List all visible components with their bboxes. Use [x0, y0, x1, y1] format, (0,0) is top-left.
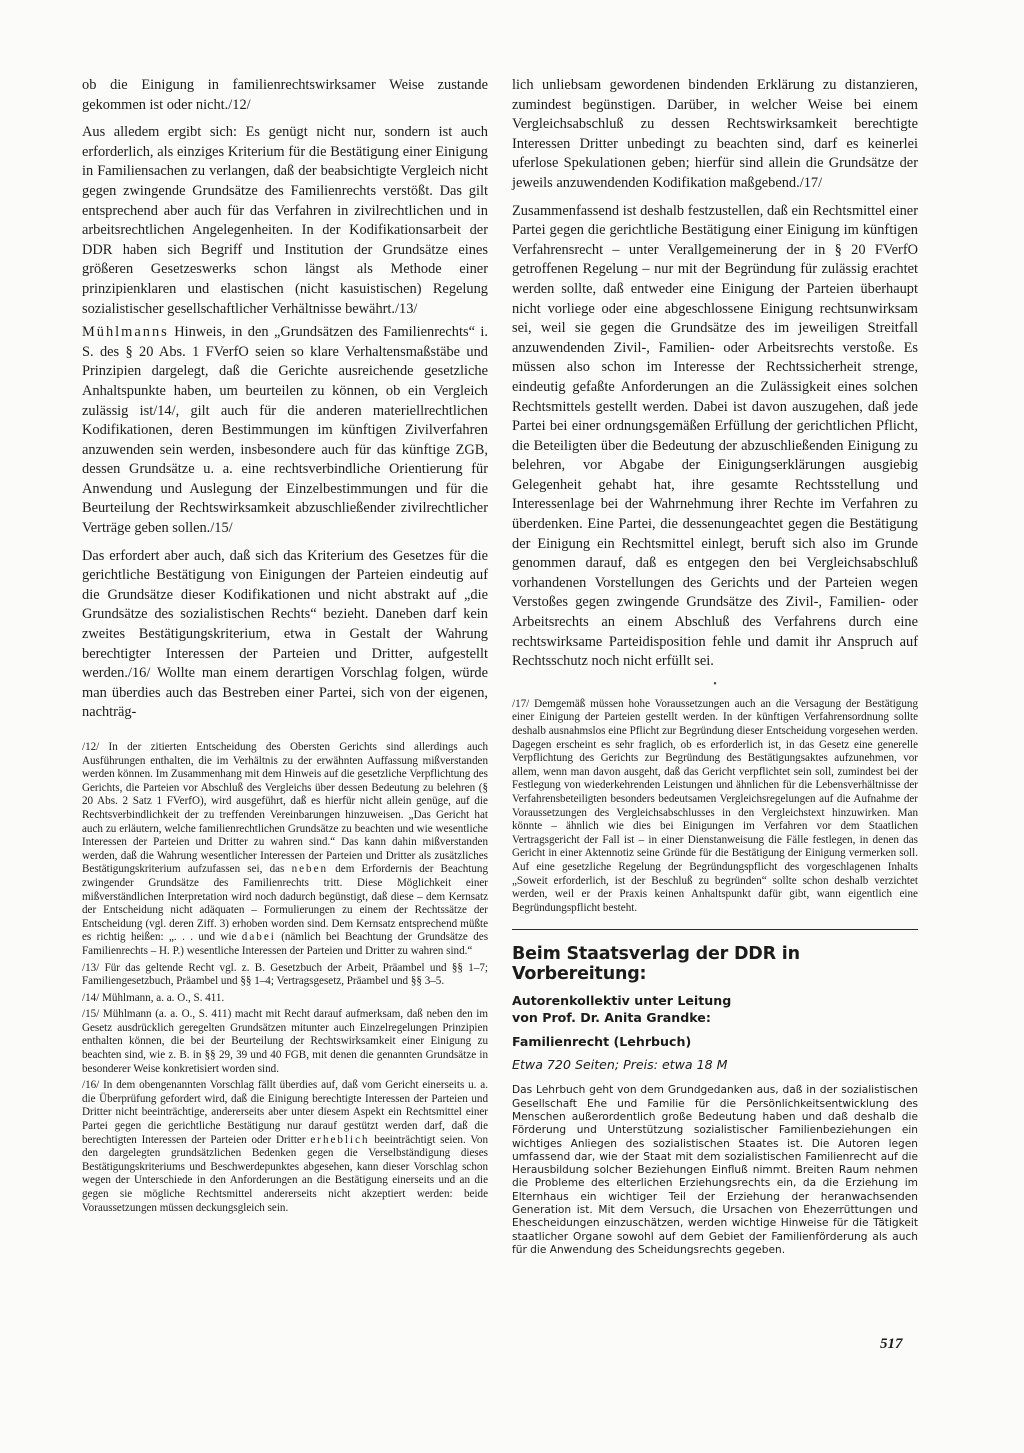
paragraph-text: Hinweis, in den „Grundsätzen des Familienrechts“ i. S. des § 20 Abs. 1 FVerfO seien so klare Verhaltensmaßstäbe und Prinzipien dargelegt, daß die Gerichte ausreichende gesetzliche Anhaltspunkte haben, um beurteilen zu können, ob ein Vergleich zulässig ist/14/, gilt auch für die anderen materiellrechtlichen Kodifikationen, deren Bestimmungen im künftigen Zivilverfahren anzuwenden sein werden, insbesondere auch für das künftige ZGB, dessen Grundsätze u. a. eine rechtsverbindliche Orientierung für Anwendung und Auslegung der Einzelbestimmungen und für die Beurteilung der Rechtswirksamkeit abzuschließender zivilrechtlicher Verträge geben sollen./15/	[82, 324, 488, 537]
page-number: 517	[880, 1336, 903, 1352]
footnote-text: dem Erfordernis der Beachtung zwingender Grundsätze des Familienrechts tritt. Diese Möglichkeit einer mißverständlichen Interpretation wird noch dadurch begünstigt, daß diese – dem Kernsatz der Entscheidung nicht adäquaten – Formulierungen zu einem der Rechtssätze der Entscheidung (vgl. deren Ziff. 3) erhoben worden sind. Dem Kernsatz entsprechend müßte es richtig heißen: „. . . und wie	[82, 863, 489, 944]
paragraph	[82, 323, 488, 539]
paragraph: Zusammenfassend ist deshalb festzustellen, daß ein Rechtsmittel einer Partei gegen die gerichtliche Bestätigung einer Einigung im künftigen Verfahrensrecht – unter Verallgemeinerung der in § 20 FVerfO getroffenen Regelung – nur mit der Begründung für zulässig erachtet werden sollte, daß entweder eine Einigung der Parteien überhaupt nicht vorliege oder eine abgeschlossene Einigung rechtsunwirksam sei, weil sie gegen die Grundsätze des im jeweiligen Streitfall anzuwendenden Zivil-, Familien- oder Arbeitsrechts verstoße. Es müssen also schon im Interesse der Rechtssicherheit strenge, eindeutig gefaßte Anforderungen an die Zulässigkeit eines solchen Rechtsmittels gestellt werden. Dabei ist davon auszugehen, daß jede Partei bei einer ordnungsgemäßen Erfüllung der gerichtlichen Pflicht, die Beteiligten über die Bedeutung der abzuschließenden Einigung zu belehren, vor Abgabe der Einigungserklärungen ausgiebig Gelegenheit gehabt hat, ihre gesamte Rechtsstellung und Interessenlage bei der Wahrnehmung ihrer Rechte im Verfahren zu überdenken. Eine Partei, die dessenungeachtet gegen die Bestätigung der Einigung ein Rechtsmittel einlegt, beruft sich also im Grunde genommen darauf, daß es entgegen den bei Vergleichsabschluß vorhandenen Vorstellungen des Gerichts und der Parteien wegen Verstoßes gegen zwingende Grundsätze des Zivil-, Familien- oder Arbeitsrechts an einem Abschluß des Verfahrens durch eine rechtswirksame Parteidisposition fehle und damit ihr Anspruch auf Rechtsschutz noch nicht erfüllt sei.	[512, 202, 918, 670]
paragraph: lich unliebsam gewordenen bindenden Erklärung zu distanzieren, zumindest begünstigen. Darüber, in welcher Weise bei einem Vergleichsabschluß zu dessen Rechtswirksamkeit berechtigte Interessen Dritter unbedingt zu beachten sind, darf es keinerlei uferlose Spekulationen geben; hierfür sind allein die Grundsätze der jeweils anzuwendenden Kodifikation maßgebend./17/	[512, 77, 918, 191]
left-footnotes	[82, 741, 488, 1215]
footnote-16	[82, 1079, 488, 1215]
ad-book-meta: Etwa 720 Seiten; Preis: etwa 18 M	[512, 1057, 728, 1073]
spaced-word: dabei	[241, 931, 276, 944]
spaced-word: neben	[291, 863, 329, 876]
ad-authors-line: Autorenkollektiv unter Leitung	[512, 993, 732, 1009]
footnote-14: /14/ Mühlmann, a. a. O., S. 411.	[82, 991, 225, 1004]
ink-mark: •	[713, 678, 717, 690]
left-body-text	[82, 76, 488, 723]
ad-description: Das Lehrbuch geht von dem Grundgedanken aus, daß in der sozialistischen Gesellschaft Ehe und Familie für die Persönlichkeitsentwicklung des Menschen außerordentlich große Bedeutung haben und daß deshalb die Förderung und Unterstützung sozialistischer Familienbeziehungen ein wichtiges Anliegen des sozialistischen Staates ist. Die Autoren legen umfassend dar, wie der Staat mit dem sozialistischen Familienrecht auf die Herausbildung solcher Beziehungen Einfluß nimmt. Breiten Raum nehmen die Probleme des elterlichen Erziehungsrechts ein, da die Erziehung im Elternhaus ein wichtiger Teil der Erziehung der heranwachsenden Generation ist. Mit dem Versuch, die Ursachen von Ehezerrüttungen und Ehescheidungen einzuschätzen, werden wichtige Hinweise für die Tätigkeit staatlicher Organe sowohl auf dem Gebiet der Familienförderung als auch für die Anwendung des Scheidungsrechts gegeben.	[512, 1084, 918, 1256]
spaced-name: Mühlmanns	[82, 324, 169, 341]
publisher-advertisement	[512, 944, 918, 1257]
ad-authors-line: von Prof. Dr. Anita Grandke:	[512, 1010, 711, 1026]
section-divider	[512, 929, 918, 930]
paragraph: ob die Einigung in familienrechtswirksamer Weise zustande gekommen ist oder nicht./12/	[82, 77, 488, 113]
right-column	[512, 76, 918, 1257]
footnote-text: /16/ In dem obengenannten Vorschlag fällt überdies auf, daß vom Gericht einerseits u. a. die Überprüfung gefordert wird, daß die Einigung berechtigte Interessen der Parteien und Dritter nicht beeinträchtige, andererseits aber unter diesem Aspekt ein Rechtsmittel einer Partei gegen die gerichtliche Bestätigung nur darauf gestützt werden darf, daß die berechtigten Interessen der Parteien oder Dritter	[82, 1079, 488, 1146]
footnote-15: /15/ Mühlmann (a. a. O., S. 411) macht mit Recht darauf aufmerksam, daß neben den im Gesetz ausdrücklich geregelten Grundsätzen mitunter auch Einzelregelungen Prinzipien enthalten können, die bei der Beurteilung der Rechtswirksamkeit einer Einigung zu beachten sind, wie z. B. in §§ 29, 39 und 40 FGB, mit denen die genannten Grundsätze in besonderer Weise konkretisiert worden sind.	[82, 1008, 488, 1075]
left-column	[82, 76, 488, 1218]
ad-authors	[512, 992, 918, 1026]
spaced-word: erheblich	[310, 1133, 370, 1146]
footnote-text: (nämlich bei Beachtung der Grundsätze des Familienrechts – H. P.) wesentliche Interessen der Parteien und Dritter zu wahren sind.“	[82, 931, 489, 957]
footnote-17: /17/ Demgemäß müssen hohe Voraussetzungen auch an die Versagung der Bestätigung einer Einigung der Parteien gestellt werden. In der künftigen Verfahrensordnung sollte deshalb ausnahmslos eine Pflicht zur Begründung dieser Entscheidung vorgesehen werden. Dagegen erscheint es sehr fraglich, ob es erforderlich ist, in das Gesetz eine generelle Verpflichtung des Gerichts zur Begründung des Bestätigungsaktes aufzunehmen, vor allem, wenn man davon ausgeht, daß das Gericht verpflichtet sein soll, zumindest bei der Festlegung von wiederkehrenden Leistungen und ähnlichen für die Lebensverhältnisse der Verfahrensbeteiligten besonders bedeutsamen Vergleichsregelungen auf die Aufnahme der Voraussetzungen des Vergleichsabschlusses in den Vergleichstext hinzuwirken. Man könnte – ähnlich wie dies bei Einigungen im Verfahren vor dem Staatlichen Vertragsgericht der Fall ist – in einer Dienstanweisung die Fälle festlegen, in denen das Gericht in einer Aktennotiz seine Gründe für die Bestätigung der Einigung vermerken soll. Auf eine gesetzliche Regelung der Begründungspflicht des vorgeschlagenen Inhalts „Soweit erforderlich, ist der Beschluß zu begründen“ sollte schon deshalb verzichtet werden, weil er der Praxis keinen Anhaltspunkt dafür gibt, wann eigentlich eine Begründungspflicht besteht.	[512, 697, 918, 914]
paragraph: Aus alledem ergibt sich: Es genügt nicht nur, sondern ist auch erforderlich, als einziges Kriterium für die Bestätigung einer Einigung in Familiensachen zu verlangen, daß der beabsichtigte Vergleich nicht gegen zwingende Grundsätze des Familienrechts verstößt. Das gilt entsprechend aber auch für das Verfahren in zivilrechtlichen und in arbeitsrechtlichen Angelegenheiten. In der Kodifikationsarbeit der DDR haben sich Begriff und Institution der Grundsätze eines größeren Gesetzeswerks schon längst als Methode einer prinzipienklaren und elastischen (nicht kasuistischen) Regelung sozialistischer gesellschaftlicher Verhältnisse bewährt./13/	[82, 124, 488, 317]
right-body-text	[512, 76, 918, 672]
ad-heading: Beim Staatsverlag der DDR in Vorbereitung:	[512, 944, 800, 985]
ad-book-title: Familienrecht (Lehrbuch)	[512, 1034, 692, 1050]
footnote-12	[82, 741, 488, 959]
footnote-text: /12/ In der zitierten Entscheidung des Obersten Gerichts sind allerdings auch Ausführungen enthalten, die im Verhältnis zu der erwähnten Auffassung mißverstanden werden können. Im Zusammenhang mit dem Hinweis auf die gesetzliche Verpflichtung des Gerichts, die Parteien vor Abschluß des Vergleichs über dessen Bedeutung zu belehren (§ 20 Abs. 2 Satz 1 FVerfO), wird ausgeführt, daß es hierfür nicht allein genüge, auf die Rechtsverbindlichkeit der zu treffenden Vereinbarungen hinzuweisen. „Das Gericht hat auch zu erläutern, welche familienrechtlichen Grundsätze zu beachten und wie wesentliche Interessen der Parteien und Dritter zu wahren sind.“ Das kann dahin mißverstanden werden, daß die Wahrung wesentlicher Interessen der Parteien und Dritter als zusätzliches Bestätigungskriterium aufzufassen sei, das	[82, 741, 488, 876]
footnote-text: beeinträchtigt seien. Von den dargelegten grundsätzlichen Bedenken gegen die Verselbständigung dieses Bestätigungskriteriums und Beschwerdepunktes abgesehen, kann dieser Vorschlag schon wegen der Unterschiede in den Anforderungen an die Bestätigung einerseits und an die gegen sie mögliche Rechtsmittel andererseits nicht akzeptiert werden: beide Voraussetzungen müssen deckungsgleich sein.	[82, 1133, 489, 1214]
paragraph: Das erfordert aber auch, daß sich das Kriterium des Gesetzes für die gerichtliche Bestätigung von Einigungen der Parteien eindeutig auf die Grundsätze dieser Kodifikationen und nicht abstrakt auf „die Grundsätze des sozialistischen Rechts“ bezieht. Daneben darf kein zweites Bestätigungskriterium, etwa in Gestalt der Wahrung berechtigter Interessen der Parteien und Dritter, aufgestellt werden./16/ Wollte man einem derartigen Vorschlag folgen, würde man überdies auch das Bestreben einer Partei, sich von der eigenen, nachträg-	[82, 547, 488, 721]
footnote-13: /13/ Für das geltende Recht vgl. z. B. Gesetzbuch der Arbeit, Präambel und §§ 1–7; Familiengesetzbuch, Präambel und §§ 1–4; Vertragsgesetz, Präambel und §§ 3–5.	[82, 961, 488, 988]
right-footnotes	[512, 698, 918, 916]
